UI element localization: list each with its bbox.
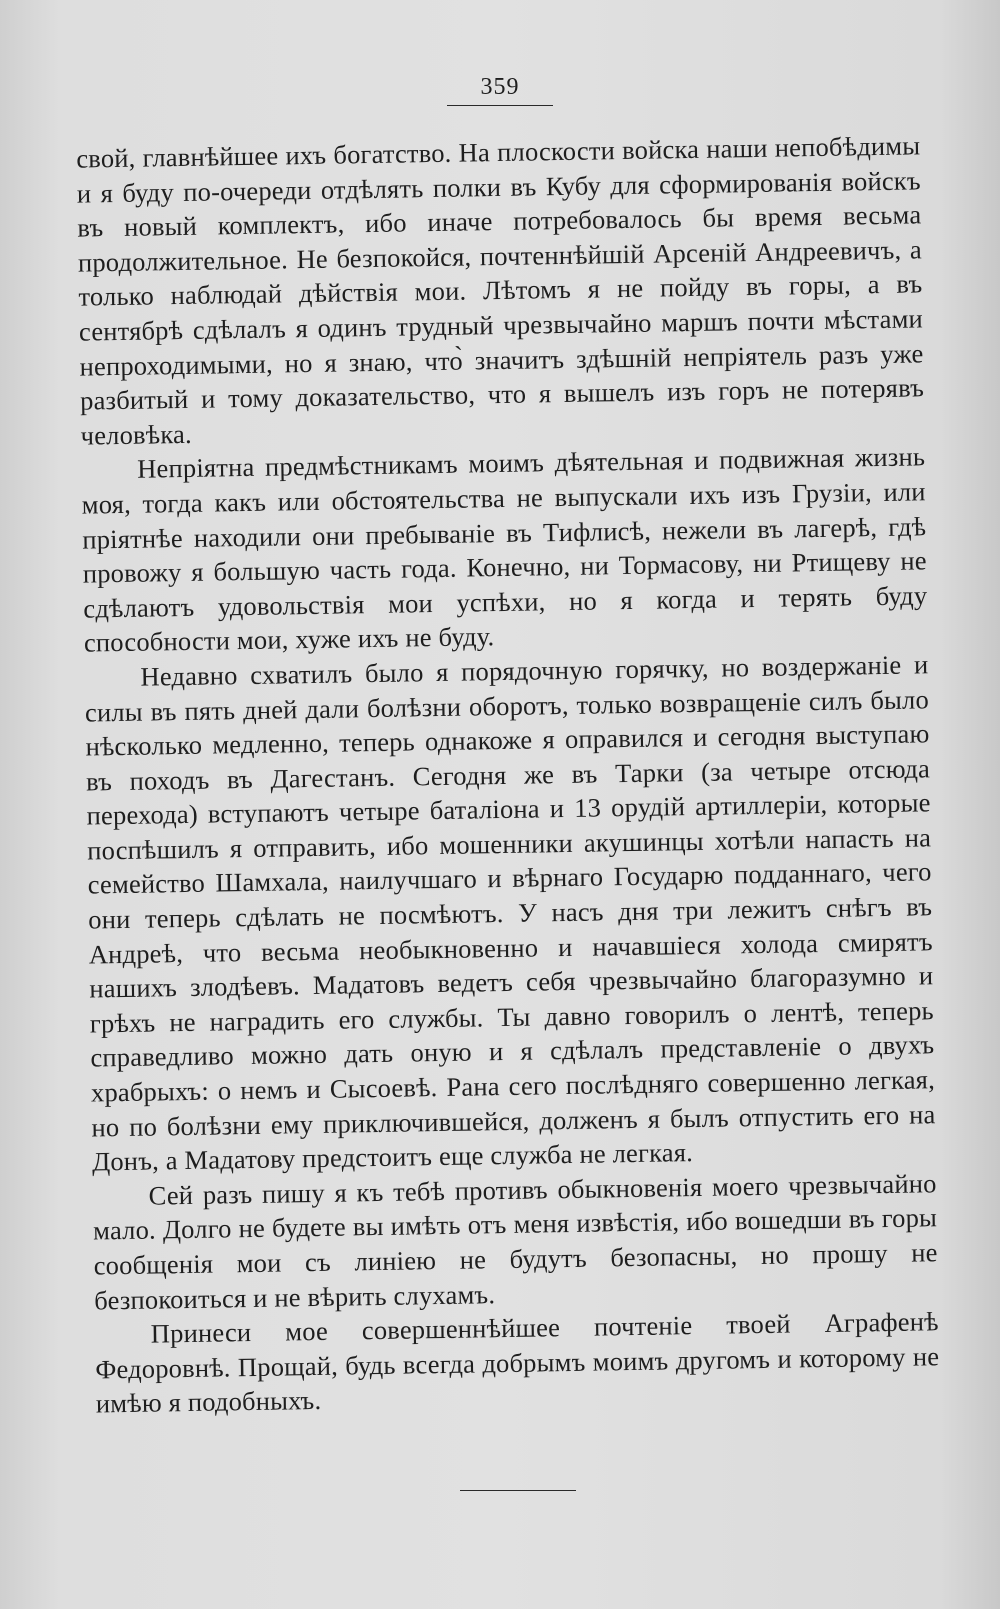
- page-header: [0, 74, 1000, 106]
- paragraph: Сей разъ пишу я къ тебѣ противъ обыкновенія моего чрезвычайно мало. Долго не будете вы имѣть отъ меня извѣстія, ибо вошедши въ горы сообщенія мои съ линіею не будутъ безопасны, но прошу не безпокоиться и не вѣрить слухамъ.: [92, 1168, 938, 1316]
- paragraph: Непріятна предмѣстникамъ моимъ дѣятельная и подвижная жизнь моя, тогда какъ или обстоятельства не выпускали ихъ изъ Грузіи, или пріятнѣе находили они пребываніе въ Тифлисѣ, нежели въ лагерѣ, гдѣ провожу я большую часть года. Конечно, ни Тормасову, ни Ртищеву не сдѣлаютъ удовольствія мои успѣхи, но я когда и терять буду способности мои, хуже ихъ не буду.: [81, 441, 928, 658]
- paragraph: Недавно схватилъ было я порядочную горячку, но воздержаніе и силы въ пять дней дали болѣзни оборотъ, только возвращеніе силъ было нѣсколько медленно, теперь однакоже я оправился и сегодня выступаю въ походъ въ Дагестанъ. Сегодня же въ Тарки (за четыре отсюда перехода) вступаютъ четыре баталіона и 13 орудій артиллеріи, которые поспѣшилъ я отправить, ибо мошенники акушинцы хотѣли напасть на семейство Шамхала, наилучшаго и вѣрнаго Государю подданнаго, чего они теперь сдѣлать не посмѣютъ. У насъ дня три лежитъ снѣгъ въ Андреѣ, что весьма необыкновенно и начавшіеся холода смирятъ нашихъ злодѣевъ. Мадатовъ ведетъ себя чрезвычайно благоразумно и грѣхъ не наградить его службы. Ты давно говорилъ о лентѣ, теперь справедливо можно дать оную и я сдѣлалъ представленіе о двухъ храбрыхъ: о немъ и Сысоевѣ. Рана сего послѣдняго совершенно легкая, но по болѣзни ему приключившейся, долженъ я былъ отпустить его на Донъ, а Мадатову предстоитъ еще служба не легкая.: [84, 649, 936, 1177]
- page-number: 359: [447, 74, 553, 106]
- paragraph-continued: свой, главнѣйшее ихъ богатство. На плоскости войска наши непобѣдимы и я буду по-очереди отдѣлять полки въ Кубу для сформированія войскъ въ новый комплектъ, ибо иначе потребовалось бы время весьма продолжительное. Не безпокойся, почтеннѣйшій Арсеній Андреевичъ, а только наблюдай дѣйствія мои. Лѣтомъ я не пойду въ горы, а въ сентябрѣ сдѣлалъ я одинъ трудный чрезвычайно маршъ почти мѣстами непроходимыми, но я знаю, что̀ значитъ здѣшній непріятель разъ уже разбитый и тому доказательство, что я вышелъ изъ горъ не потерявъ человѣка.: [76, 130, 925, 451]
- paragraph: Принеси мое совершеннѣйшее почтеніе твоей Аграфенѣ Федоровнѣ. Прощай, будь всегда добрымъ моимъ другомъ и которому не имѣю я подобныхъ.: [95, 1306, 940, 1419]
- end-divider: [460, 1490, 576, 1491]
- letter-body: [76, 128, 940, 1421]
